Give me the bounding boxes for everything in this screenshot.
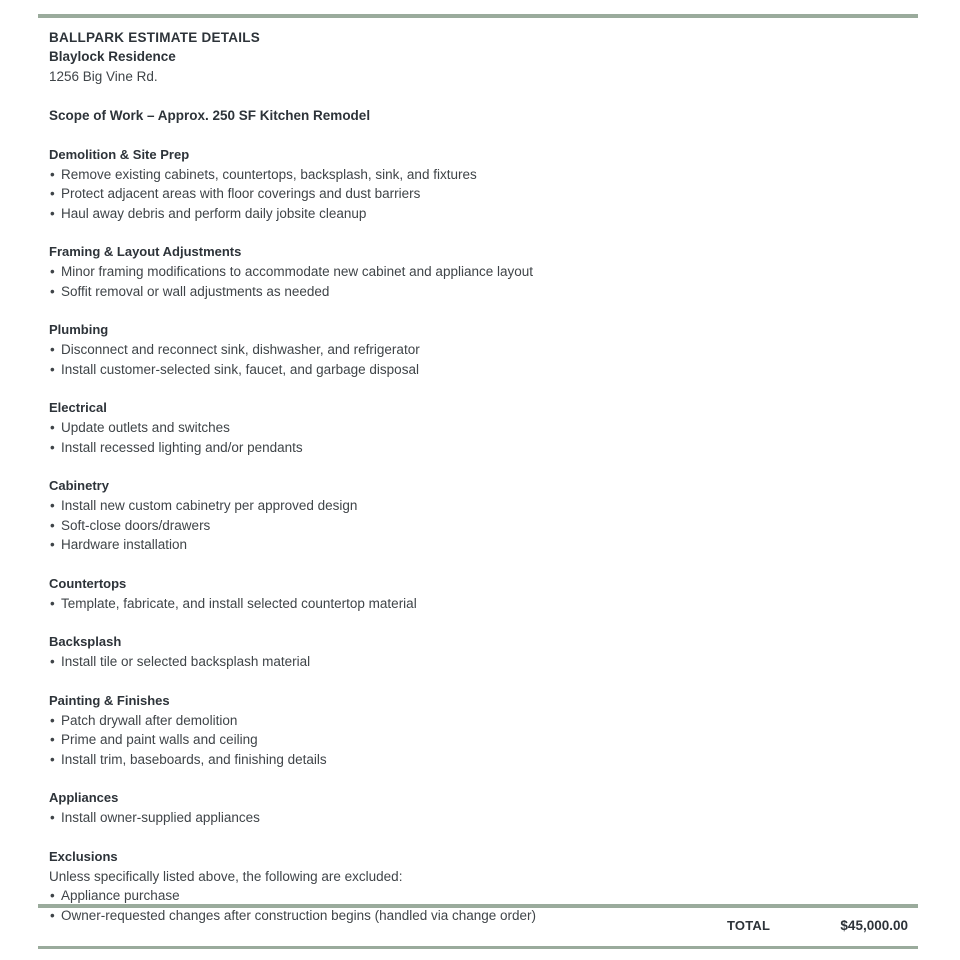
list-item [49, 750, 909, 770]
section-heading: Electrical [49, 400, 107, 415]
top-divider-rule [38, 14, 918, 18]
bullet-icon: • [50, 205, 55, 221]
section-heading: Appliances [49, 790, 119, 805]
list-item-label: Protect adjacent areas with floor coverings and dust barriers [61, 186, 421, 201]
section-heading: Countertops [49, 575, 127, 591]
section-heading: Plumbing [49, 322, 109, 337]
list-item [49, 418, 909, 438]
list-item-label: Update outlets and switches [61, 420, 230, 435]
scope-section [49, 242, 909, 301]
bullet-icon: • [50, 751, 55, 767]
bullet-icon: • [50, 342, 55, 357]
section-item-list [49, 340, 909, 379]
total-row [38, 908, 918, 946]
list-item [49, 262, 909, 282]
list-item [49, 730, 909, 750]
list-item-label: Haul away debris and perform daily jobsite cleanup [61, 205, 367, 221]
scope-section [49, 632, 909, 672]
section-item-list [49, 262, 909, 301]
bullet-icon: • [50, 732, 55, 747]
bullet-icon: • [50, 888, 55, 903]
list-item [49, 594, 909, 614]
list-item-label: Prime and paint walls and ceiling [61, 732, 258, 747]
bullet-icon: • [50, 907, 55, 923]
section-note: Unless specifically listed above, the following are excluded: [49, 868, 403, 884]
list-item [49, 711, 909, 731]
list-item [49, 496, 909, 516]
section-item-list [49, 165, 909, 224]
list-item-label: Install owner-supplied appliances [61, 810, 260, 825]
bullet-icon: • [50, 498, 55, 513]
scope-section [49, 476, 909, 555]
list-item-label: Install recessed lighting and/or pendants [61, 439, 303, 455]
list-item [49, 282, 909, 302]
total-label: TOTAL [727, 918, 771, 933]
bullet-icon: • [50, 264, 55, 279]
bullet-icon: • [50, 166, 55, 182]
total-divider-rule-bottom [38, 946, 918, 949]
list-item [49, 204, 909, 224]
section-heading: Painting & Finishes [49, 692, 170, 708]
bullet-icon: • [50, 283, 55, 299]
section-heading: Demolition & Site Prep [49, 146, 190, 162]
client-address: 1256 Big Vine Rd. [49, 68, 158, 84]
list-item-label: Install trim, baseboards, and finishing details [61, 751, 327, 767]
scope-section [49, 320, 909, 379]
scope-section [49, 398, 909, 457]
section-item-list [49, 711, 909, 770]
list-item-label: Install new custom cabinetry per approved design [61, 498, 358, 513]
section-heading: Exclusions [49, 848, 118, 864]
section-item-list [49, 808, 909, 828]
list-item-label: Appliance purchase [61, 888, 180, 903]
bullet-icon: • [50, 654, 55, 669]
list-item [49, 808, 909, 828]
bullet-icon: • [50, 537, 55, 552]
scope-section [49, 145, 909, 224]
section-item-list [49, 496, 909, 555]
list-item [49, 184, 909, 204]
bullet-icon: • [50, 361, 55, 377]
client-name: Blaylock Residence [49, 49, 176, 64]
list-item [49, 360, 909, 380]
list-item [49, 535, 909, 555]
list-item-label: Install customer-selected sink, faucet, and garbage disposal [61, 361, 419, 377]
bullet-icon: • [50, 595, 55, 611]
scope-section [49, 574, 909, 614]
list-item [49, 438, 909, 458]
section-heading: Backsplash [49, 634, 122, 649]
bullet-icon: • [50, 186, 55, 201]
list-item-label: Hardware installation [61, 537, 188, 552]
list-item-label: Owner-requested changes after construction begins (handled via change order) [61, 907, 537, 923]
list-item [49, 516, 909, 536]
list-item-label: Remove existing cabinets, countertops, backsplash, sink, and fixtures [61, 166, 477, 182]
section-item-list [49, 652, 909, 672]
bullet-icon: • [50, 420, 55, 435]
list-item [49, 652, 909, 672]
list-item-label: Install tile or selected backsplash material [61, 654, 311, 669]
list-item-label: Soft-close doors/drawers [61, 517, 211, 533]
scope-sections [49, 145, 909, 926]
total-value: $45,000.00 [840, 918, 908, 933]
section-item-list [49, 594, 909, 614]
bullet-icon: • [50, 712, 55, 728]
bullet-icon: • [50, 439, 55, 455]
section-heading: Cabinetry [49, 478, 109, 493]
document-content [49, 28, 909, 925]
list-item [49, 886, 909, 906]
list-item [49, 340, 909, 360]
list-item-label: Minor framing modifications to accommodate new cabinet and appliance layout [61, 264, 534, 279]
scope-of-work-heading: Scope of Work – Approx. 250 SF Kitchen Remodel [49, 108, 371, 123]
list-item-label: Soffit removal or wall adjustments as needed [61, 283, 330, 299]
bullet-icon: • [50, 810, 55, 825]
page-title: BALLPARK ESTIMATE DETAILS [49, 30, 260, 45]
section-heading: Framing & Layout Adjustments [49, 244, 242, 259]
bullet-icon: • [50, 517, 55, 533]
scope-section [49, 691, 909, 770]
section-item-list [49, 418, 909, 457]
list-item [49, 165, 909, 185]
list-item-label: Disconnect and reconnect sink, dishwasher, and refrigerator [61, 342, 420, 357]
scope-section [49, 788, 909, 828]
list-item-label: Patch drywall after demolition [61, 712, 238, 728]
list-item-label: Template, fabricate, and install selected countertop material [61, 595, 417, 611]
